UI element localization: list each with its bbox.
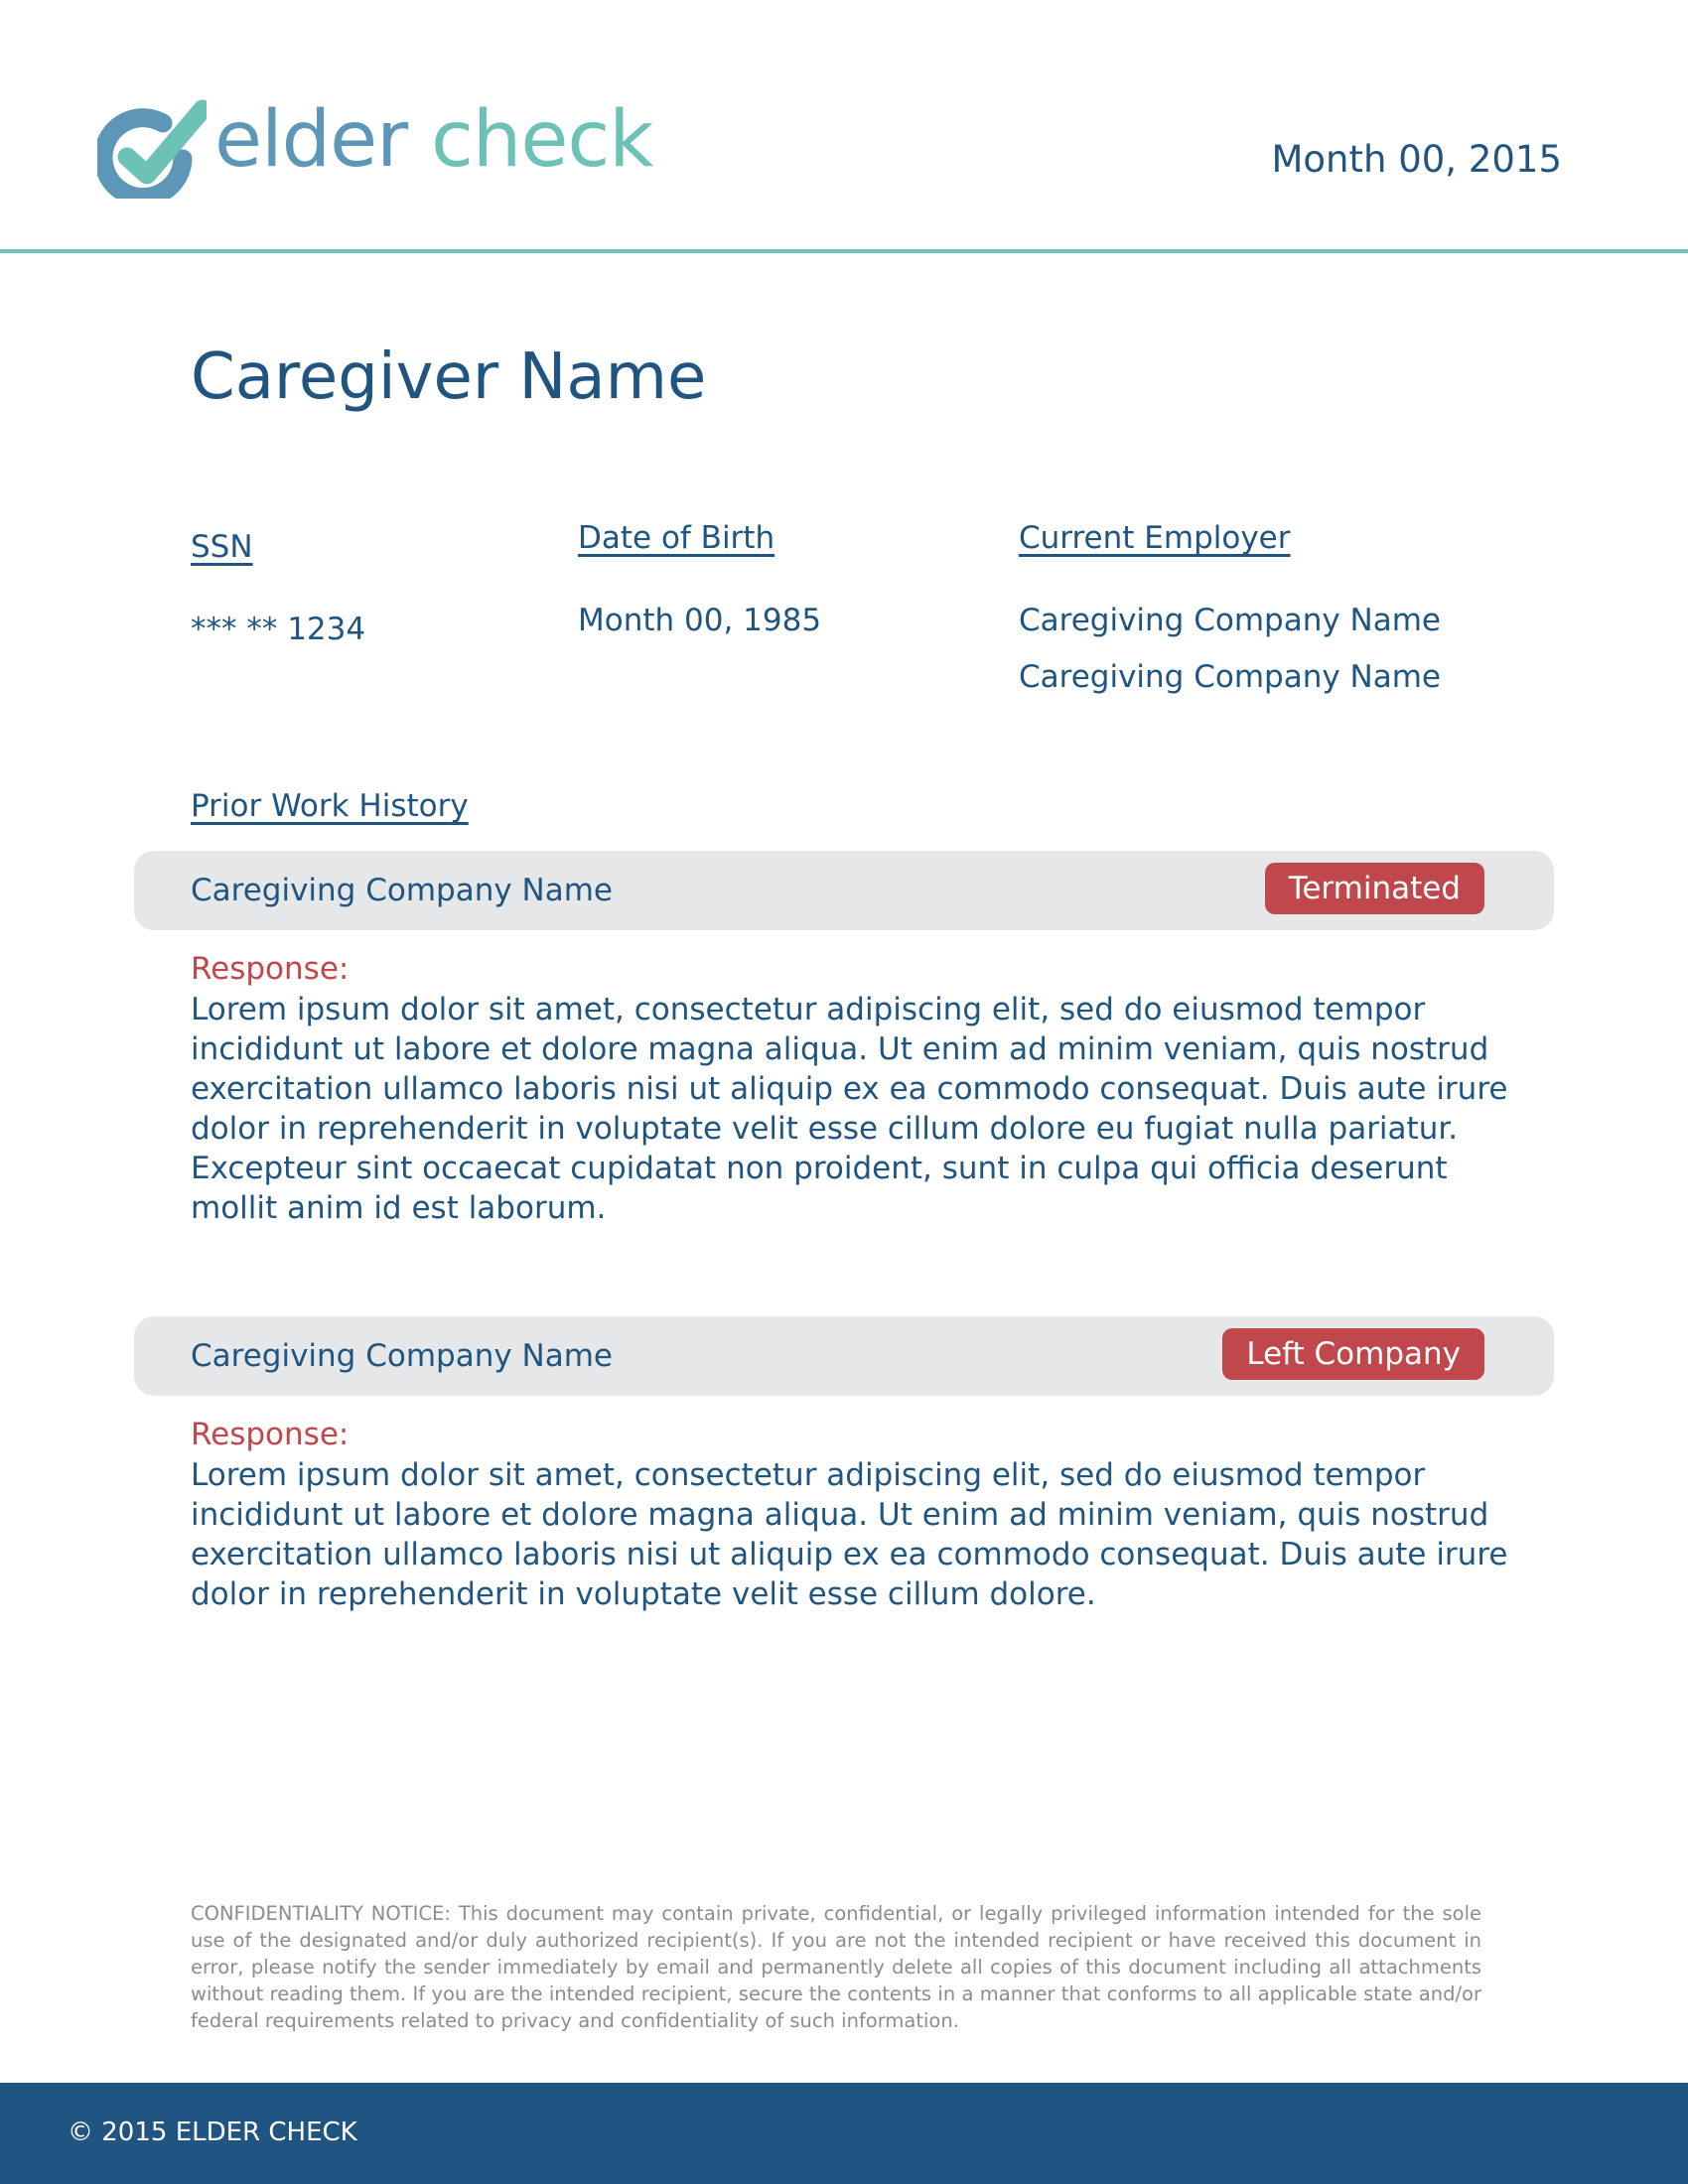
response-label: Response: bbox=[191, 1417, 350, 1452]
checkmark-logo-icon bbox=[97, 99, 207, 199]
response-text: Lorem ipsum dolor sit amet, consectetur adipiscing elit, sed do eiusmod tempor incididunt ut labore et dolore magna aliqua. Ut enim ad minim veniam, quis nostrud exercitation ullamco laboris nisi ut aliquip ex ea commodo consequat. Duis aute irure dolor in reprehenderit in voluptate velit esse cillum dolore. bbox=[191, 1457, 1508, 1612]
history-entry-bar bbox=[134, 851, 1554, 930]
dob-label: Date of Birth bbox=[578, 520, 775, 556]
history-entry-bar bbox=[134, 1316, 1554, 1396]
ssn-label: SSN bbox=[191, 529, 253, 565]
prior-work-history-label: Prior Work History bbox=[191, 788, 469, 824]
response-label: Response: bbox=[191, 951, 350, 987]
response-text: Lorem ipsum dolor sit amet, consectetur adipiscing elit, sed do eiusmod tempor incididunt ut labore et dolore magna aliqua. Ut enim ad minim veniam, quis nostrud exercitation ullamco laboris nisi ut aliquip ex ea commodo consequat. Duis aute irure dolor in reprehenderit in voluptate velit esse cillum dolore eu fugiat nulla pariatur. Excepteur sint occaecat cupidatat non proident, sunt in culpa qui officia deserunt mollit anim id est laborum. bbox=[191, 992, 1508, 1226]
current-employer-1: Caregiving Company Name bbox=[1019, 603, 1441, 638]
confidentiality-notice: CONFIDENTIALITY NOTICE: This document may contain private, confidential, or legally privileged information intended for the sole use of the designated and/or duly authorized recipient(s). If you are not the intended recipient or have received this document in error, please notify the sender immediately by email and permanently delete all copies of this document including all attachments without reading them. If you are the intended recipient, secure the contents in a manner that conforms to all applicable state and/or federal requirements related to privacy and confidentiality of such information. bbox=[191, 1902, 1481, 2032]
status-badge-left-company: Left Company bbox=[1222, 1328, 1484, 1380]
history-company-name: Caregiving Company Name bbox=[191, 1338, 613, 1374]
elder-check-logo bbox=[97, 95, 653, 199]
logo-wordmark bbox=[214, 95, 653, 185]
logo-word-check: check bbox=[431, 95, 653, 185]
caregiver-name-title: Caregiver Name bbox=[191, 341, 707, 414]
header-divider bbox=[0, 249, 1688, 253]
current-employer-2: Caregiving Company Name bbox=[1019, 659, 1441, 695]
footer bbox=[0, 2083, 1688, 2184]
ssn-value: *** ** 1234 bbox=[191, 612, 366, 647]
report-date: Month 00, 2015 bbox=[1271, 138, 1562, 181]
logo-word-elder: elder bbox=[214, 95, 408, 185]
status-badge-terminated: Terminated bbox=[1265, 863, 1484, 914]
dob-value: Month 00, 1985 bbox=[578, 603, 822, 638]
history-company-name: Caregiving Company Name bbox=[191, 873, 613, 908]
current-employer-label: Current Employer bbox=[1019, 520, 1291, 556]
footer-copyright: © 2015 ELDER CHECK bbox=[68, 2117, 357, 2147]
